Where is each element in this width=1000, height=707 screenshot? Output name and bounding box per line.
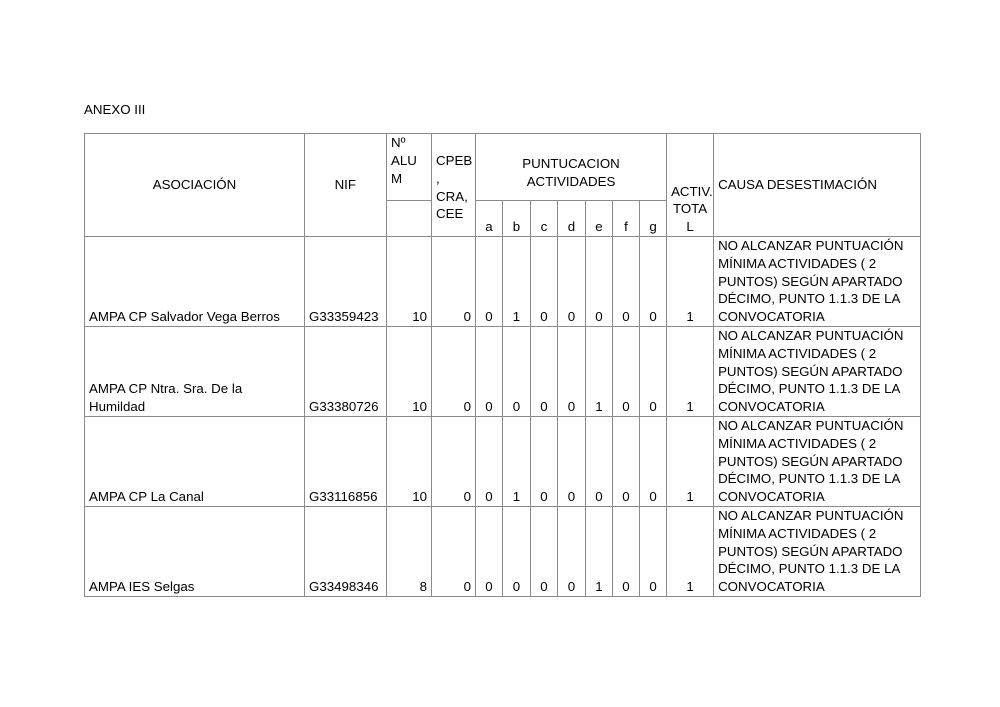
cell-score-e: 0: [586, 416, 613, 506]
cell-score-f: 0: [613, 416, 640, 506]
cell-causa: NO ALCANZAR PUNTUACIÓN MÍNIMA ACTIVIDADES ( 2 PUNTOS) SEGÚN APARTADO DÉCIMO, PUNTO 1.1.3 DE LA CONVOCATORIA: [714, 416, 921, 506]
header-puntuacion: PUNTUCACION ACTIVIDADES: [476, 134, 667, 201]
cell-score-d: 0: [558, 237, 586, 327]
cell-activ-total: 1: [667, 506, 714, 596]
header-sub-g: g: [640, 201, 667, 237]
annex-table: [84, 133, 921, 597]
cell-score-d: 0: [558, 326, 586, 416]
cell-causa: NO ALCANZAR PUNTUACIÓN MÍNIMA ACTIVIDADES ( 2 PUNTOS) SEGÚN APARTADO DÉCIMO, PUNTO 1.1.3 DE LA CONVOCATORIA: [714, 237, 921, 327]
header-nif: NIF: [305, 134, 387, 237]
cell-activ-total: 1: [667, 416, 714, 506]
cell-score-a: 0: [476, 416, 503, 506]
cell-score-g: 0: [640, 326, 667, 416]
table-row: [85, 506, 921, 596]
cell-nif: G33498346: [305, 506, 387, 596]
cell-score-a: 0: [476, 326, 503, 416]
cell-score-g: 0: [640, 506, 667, 596]
cell-score-c: 0: [531, 237, 558, 327]
cell-cpeb: 0: [432, 506, 476, 596]
cell-score-g: 0: [640, 237, 667, 327]
cell-nif: G33116856: [305, 416, 387, 506]
cell-score-e: 0: [586, 237, 613, 327]
cell-asociacion: AMPA CP Ntra. Sra. De la Humildad: [85, 326, 305, 416]
cell-score-c: 0: [531, 326, 558, 416]
cell-score-c: 0: [531, 416, 558, 506]
cell-score-b: 1: [503, 416, 531, 506]
header-cpeb: CPEB , CRA, CEE: [432, 134, 476, 237]
cell-asociacion: AMPA IES Selgas: [85, 506, 305, 596]
cell-score-e: 1: [586, 326, 613, 416]
cell-cpeb: 0: [432, 326, 476, 416]
header-num-alum-blank: [387, 201, 432, 237]
header-activ-total: ACTIV. TOTA L: [667, 134, 714, 237]
cell-score-b: 0: [503, 326, 531, 416]
cell-score-f: 0: [613, 506, 640, 596]
cell-score-b: 1: [503, 237, 531, 327]
header-num-alum: Nº ALU M: [387, 134, 432, 201]
cell-score-g: 0: [640, 416, 667, 506]
header-asociacion: ASOCIACIÓN: [85, 134, 305, 237]
cell-score-a: 0: [476, 237, 503, 327]
cell-num-alum: 10: [387, 326, 432, 416]
cell-score-d: 0: [558, 506, 586, 596]
cell-causa: NO ALCANZAR PUNTUACIÓN MÍNIMA ACTIVIDADES ( 2 PUNTOS) SEGÚN APARTADO DÉCIMO, PUNTO 1.1.3 DE LA CONVOCATORIA: [714, 506, 921, 596]
header-causa: CAUSA DESESTIMACIÓN: [714, 134, 921, 237]
cell-activ-total: 1: [667, 237, 714, 327]
cell-nif: G33359423: [305, 237, 387, 327]
cell-score-d: 0: [558, 416, 586, 506]
header-sub-c: c: [531, 201, 558, 237]
cell-score-a: 0: [476, 506, 503, 596]
cell-asociacion: AMPA CP La Canal: [85, 416, 305, 506]
cell-cpeb: 0: [432, 237, 476, 327]
cell-activ-total: 1: [667, 326, 714, 416]
header-sub-a: a: [476, 201, 503, 237]
header-sub-f: f: [613, 201, 640, 237]
table-row: [85, 326, 921, 416]
cell-num-alum: 8: [387, 506, 432, 596]
document-title: ANEXO III: [84, 102, 146, 117]
cell-score-b: 0: [503, 506, 531, 596]
cell-cpeb: 0: [432, 416, 476, 506]
cell-nif: G33380726: [305, 326, 387, 416]
header-sub-b: b: [503, 201, 531, 237]
cell-asociacion: AMPA CP Salvador Vega Berros: [85, 237, 305, 327]
cell-score-f: 0: [613, 326, 640, 416]
cell-score-f: 0: [613, 237, 640, 327]
header-sub-d: d: [558, 201, 586, 237]
header-sub-e: e: [586, 201, 613, 237]
table-row: [85, 416, 921, 506]
cell-score-e: 1: [586, 506, 613, 596]
cell-num-alum: 10: [387, 237, 432, 327]
table-row: [85, 237, 921, 327]
cell-num-alum: 10: [387, 416, 432, 506]
cell-score-c: 0: [531, 506, 558, 596]
cell-causa: NO ALCANZAR PUNTUACIÓN MÍNIMA ACTIVIDADES ( 2 PUNTOS) SEGÚN APARTADO DÉCIMO, PUNTO 1.1.3 DE LA CONVOCATORIA: [714, 326, 921, 416]
